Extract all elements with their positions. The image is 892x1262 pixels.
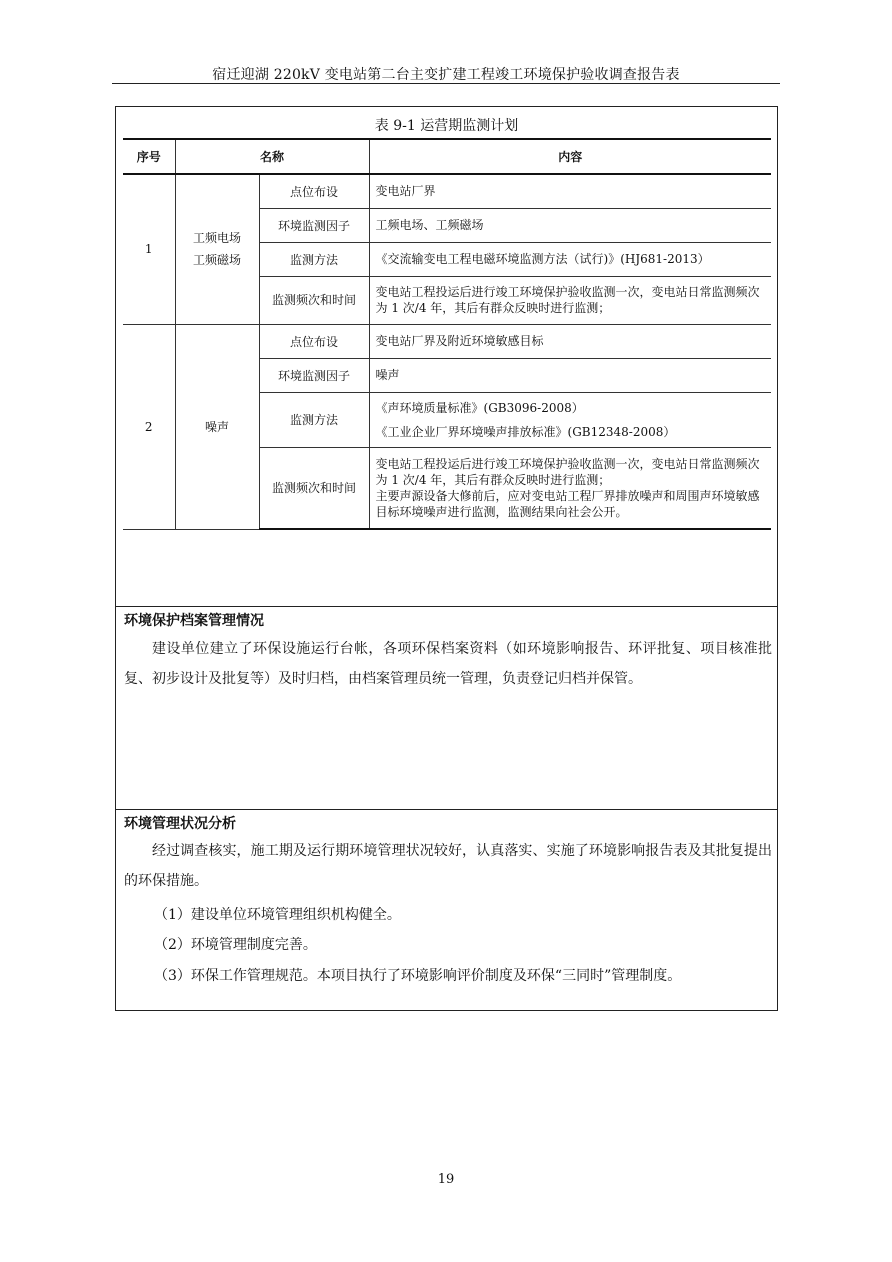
column-header-index: 序号 bbox=[123, 139, 175, 174]
row-content: 《交流输变电工程电磁环境监测方法（试行)》(HJ681-2013） bbox=[369, 242, 771, 276]
row-item: 环境监测因子 bbox=[259, 208, 369, 242]
section-heading: 环境管理状况分析 bbox=[124, 816, 236, 832]
page-number: 19 bbox=[437, 1172, 455, 1187]
section-heading: 环境保护档案管理情况 bbox=[124, 613, 264, 629]
archive-management-section bbox=[115, 606, 778, 810]
column-header-name: 名称 bbox=[175, 139, 369, 174]
table-row bbox=[123, 174, 771, 208]
row-content: 工频电场、工频磁场 bbox=[369, 208, 771, 242]
row-content bbox=[369, 447, 771, 529]
table-header-row bbox=[123, 139, 771, 174]
category-line: 工频电场 bbox=[192, 231, 241, 246]
header-rule bbox=[112, 83, 780, 84]
row-item: 环境监测因子 bbox=[259, 358, 369, 392]
row-content bbox=[369, 392, 771, 447]
row-item: 点位布设 bbox=[259, 324, 369, 358]
row-content: 变电站厂界及附近环境敏感目标 bbox=[369, 324, 771, 358]
content-line: 《工业企业厂界环境噪声排放标准》(GB12348-2008） bbox=[375, 424, 676, 439]
row-category bbox=[175, 174, 259, 324]
row-index: 2 bbox=[123, 324, 175, 529]
list-item: （3）环保工作管理规范。本项目执行了环境影响评价制度及环保“三同时”管理制度。 bbox=[154, 968, 682, 984]
category-line: 工频磁场 bbox=[192, 253, 241, 268]
row-item: 监测频次和时间 bbox=[259, 447, 369, 529]
list-item: （2）环境管理制度完善。 bbox=[154, 937, 317, 953]
content-line: 变电站工程投运后进行竣工环境保护验收监测一次，变电站日常监测频次为 1 次/4 年，其后有群众反映时进行监测； bbox=[375, 456, 760, 487]
row-item: 监测方法 bbox=[259, 392, 369, 447]
content-line: 主要声源设备大修前后，应对变电站工程厂界排放噪声和周围声环境敏感目标环境噪声进行监测，监测结果向社会公开。 bbox=[375, 488, 760, 519]
row-category: 噪声 bbox=[175, 324, 259, 529]
section-paragraph: 经过调查核实，施工期及运行期环境管理状况较好，认真落实、实施了环境影响报告表及其批复提出的环保措施。 bbox=[124, 843, 772, 889]
row-item: 点位布设 bbox=[259, 174, 369, 208]
section-paragraph: 建设单位建立了环保设施运行台帐，各项环保档案资料（如环境影响报告、环评批复、项目核准批复、初步设计及批复等）及时归档，由档案管理员统一管理，负责登记归档并保管。 bbox=[124, 641, 772, 687]
column-header-content: 内容 bbox=[369, 139, 771, 174]
row-content: 变电站厂界 bbox=[369, 174, 771, 208]
list-item: （1）建设单位环境管理组织机构健全。 bbox=[154, 907, 401, 923]
table-row bbox=[123, 324, 771, 358]
row-index: 1 bbox=[123, 174, 175, 324]
row-content: 噪声 bbox=[369, 358, 771, 392]
monitoring-plan-table bbox=[123, 138, 771, 530]
page-header-title: 宿迁迎湖 220kV 变电站第二台主变扩建工程竣工环境保护验收调查报告表 bbox=[212, 67, 680, 83]
row-content: 变电站工程投运后进行竣工环境保护验收监测一次，变电站日常监测频次为 1 次/4 年，其后有群众反映时进行监测； bbox=[369, 276, 771, 324]
row-item: 监测方法 bbox=[259, 242, 369, 276]
management-analysis-section bbox=[115, 809, 778, 1011]
content-line: 《声环境质量标准》(GB3096-2008） bbox=[375, 400, 584, 415]
monitoring-plan-section bbox=[115, 106, 778, 607]
table-caption: 表 9-1 运营期监测计划 bbox=[374, 118, 519, 134]
row-item: 监测频次和时间 bbox=[259, 276, 369, 324]
